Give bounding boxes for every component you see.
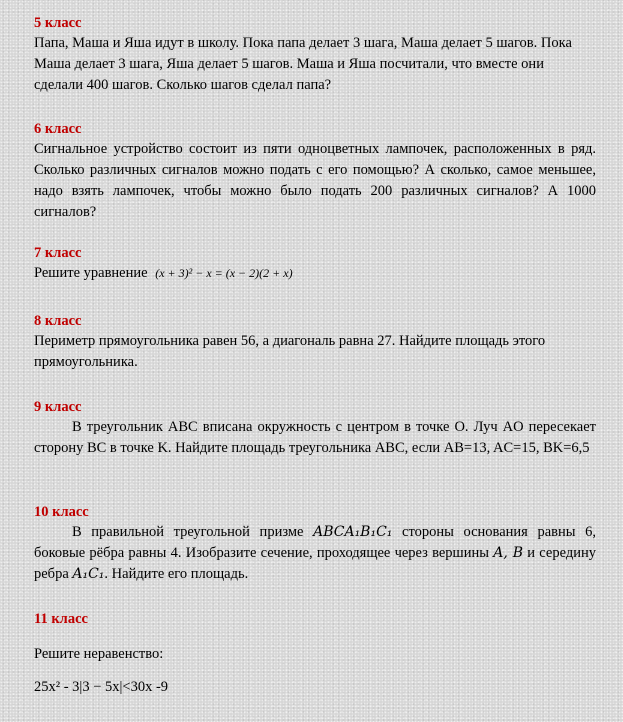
grade-heading: 8 класс: [34, 313, 82, 329]
task-text-part: стороны основания равны 6, боковые рёбра равны 4. Изобразите сечение, проходящее через вершины: [34, 524, 596, 561]
grade-heading: 6 класс: [34, 121, 82, 137]
vertices-notation: A, B: [493, 545, 524, 561]
task-grade-10: [34, 503, 596, 585]
task-grade-8: [34, 312, 596, 373]
task-grade-5: [34, 14, 596, 96]
task-text: [34, 522, 596, 585]
equation: (x + 3)² − x = (x − 2)(2 + x): [155, 266, 293, 280]
task-text: [34, 263, 596, 284]
task-grade-11: [34, 610, 596, 698]
grade-heading: 5 класс: [34, 15, 82, 31]
task-text: Сигнальное устройство состоит из пяти одноцветных лампочек, расположенных в ряд. Сколько различных сигналов можно подать с его помощью? А сколько, самое меньшее, надо взять лампочек, чтобы можно было подать 200 различных сигналов? А 1000 сигналов?: [34, 141, 596, 220]
task-label: Решите уравнение: [34, 265, 148, 281]
task-text: В треугольник ABC вписана окружность с центром в точке O. Луч AO пересекает сторону BC в точке K. Найдите площадь треугольника ABC, если AB=13, AC=15, BK=6,5: [34, 419, 596, 456]
task-text: Папа, Маша и Яша идут в школу. Пока папа делает 3 шага, Маша делает 5 шагов. Пока Маша делает 3 шага, Яша делает 5 шагов. Маша и Яша посчитали, что вместе они сделали 400 шагов. Сколько шагов сделал папа?: [34, 35, 572, 93]
grade-heading: 9 класс: [34, 399, 82, 415]
inequality: 25x² - 3|3 − 5x|<30x -9: [34, 679, 169, 695]
task-grade-7: [34, 244, 596, 284]
task-text-part: . Найдите его площадь.: [104, 566, 249, 582]
task-text-part: и середину ребра: [34, 545, 596, 582]
task-text-part: В правильной треугольной призме: [72, 524, 314, 540]
prism-notation: ABCA₁B₁C₁: [313, 524, 393, 540]
grade-heading: 10 класс: [34, 504, 89, 520]
task-label: Решите неравенство:: [34, 646, 164, 662]
task-grade-9: [34, 398, 596, 459]
task-text: Периметр прямоугольника равен 56, а диагональ равна 27. Найдите площадь этого прямоугольника.: [34, 333, 546, 370]
grade-heading: 7 класс: [34, 245, 82, 261]
task-grade-6: [34, 120, 596, 223]
edge-notation: A₁C₁: [72, 566, 105, 582]
grade-heading: 11 класс: [34, 611, 88, 627]
